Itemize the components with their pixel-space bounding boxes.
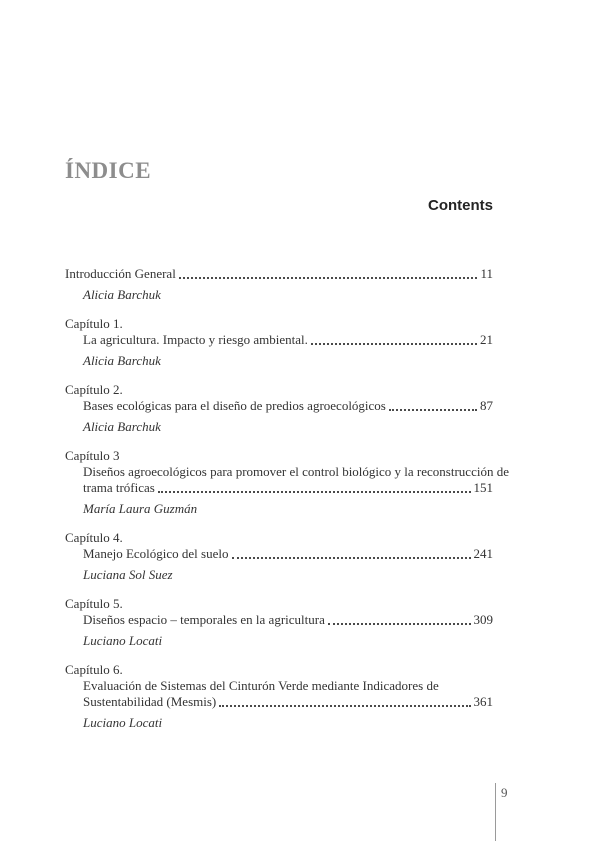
dot-leader	[389, 409, 477, 411]
toc-title-line	[65, 398, 493, 414]
dot-leader	[219, 705, 470, 707]
chapter-label: Capítulo 1.	[65, 316, 123, 331]
chapter-label: Capítulo 4.	[65, 530, 123, 545]
toc-title-line	[65, 480, 493, 496]
toc-page-number: 21	[480, 332, 493, 347]
toc-author: Luciano Locati	[83, 633, 163, 648]
toc-entry-capitulo-2	[65, 382, 493, 435]
content-block	[65, 158, 509, 744]
toc-entry-capitulo-1	[65, 316, 493, 369]
toc-page-number: 309	[473, 612, 493, 627]
toc-author: Luciano Locati	[83, 715, 163, 730]
toc-title-line	[65, 266, 493, 282]
toc-page-number: 361	[473, 694, 493, 709]
chapter-label: Capítulo 2.	[65, 382, 123, 397]
toc-title-text: Sustentabilidad (Mesmis)	[83, 694, 217, 709]
toc-title-line	[65, 694, 493, 710]
toc-title-line	[65, 612, 493, 628]
toc-title-line	[65, 332, 493, 348]
toc-page-number: 241	[473, 546, 493, 561]
toc-title-text: Evaluación de Sistemas del Cinturón Verde mediante Indicadores de	[83, 678, 439, 693]
toc-author: Alicia Barchuk	[83, 419, 161, 434]
chapter-label: Capítulo 3	[65, 448, 120, 463]
toc-entry-capitulo-6	[65, 662, 493, 731]
footer-vertical-rule	[495, 783, 496, 841]
toc-author: María Laura Guzmán	[83, 501, 198, 516]
toc-title-text: Manejo Ecológico del suelo	[83, 546, 229, 561]
dot-leader	[179, 277, 478, 279]
toc-title-text: Diseños agroecológicos para promover el control biológico y la reconstrucción de	[83, 464, 509, 479]
page-subtitle: Contents	[428, 197, 493, 214]
toc-title-text: trama tróficas	[83, 480, 155, 495]
dot-leader	[232, 557, 471, 559]
toc-author: Luciana Sol Suez	[83, 567, 173, 582]
dot-leader	[158, 491, 471, 493]
toc-author: Alicia Barchuk	[83, 353, 161, 368]
toc-page-number: 87	[480, 398, 493, 413]
toc-author: Alicia Barchuk	[83, 287, 161, 302]
table-of-contents	[65, 266, 509, 731]
toc-title-text: Introducción General	[65, 266, 176, 281]
toc-entry-introduccion	[65, 266, 493, 303]
toc-page-number: 11	[480, 266, 493, 281]
toc-title-line	[65, 546, 493, 562]
toc-entry-capitulo-3	[65, 448, 509, 517]
chapter-label: Capítulo 5.	[65, 596, 123, 611]
chapter-label: Capítulo 6.	[65, 662, 123, 677]
toc-title-text: Diseños espacio – temporales en la agricultura	[83, 612, 325, 627]
toc-page-number: 151	[473, 480, 493, 495]
footer-page-number: 9	[501, 785, 508, 800]
dot-leader	[328, 623, 471, 625]
dot-leader	[311, 343, 477, 345]
toc-title-text: Bases ecológicas para el diseño de predios agroecológicos	[83, 398, 386, 413]
page-title: ÍNDICE	[65, 158, 152, 183]
toc-entry-capitulo-5	[65, 596, 493, 649]
toc-title-text: La agricultura. Impacto y riesgo ambiental.	[83, 332, 308, 347]
toc-entry-capitulo-4	[65, 530, 493, 583]
